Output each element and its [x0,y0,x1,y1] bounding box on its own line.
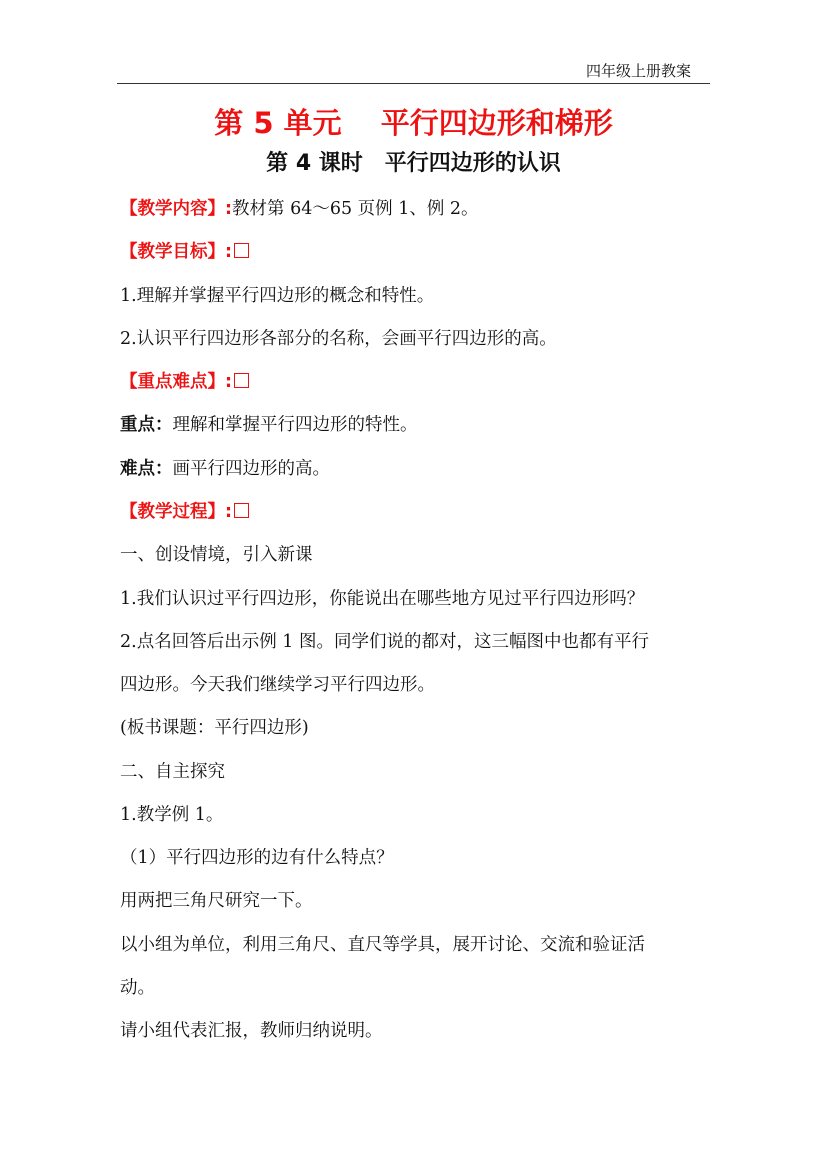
lesson-title: 第 4 课时 平行四边形的认识 [266,151,561,176]
goal-item: 2.认识平行四边形各部分的名称，会画平行四边形的高。 [120,329,557,349]
header-grade-label: 四年级上册教案 [586,62,692,80]
difficult-point-line [120,457,330,481]
process-line: (板书课题：平行四边形) [120,718,309,738]
teaching-goals-line [120,240,249,264]
unit-title: 第 5 单元 平行四边形和梯形 [214,106,613,140]
process-line: 一、创设情境，引入新课 [120,545,313,565]
teaching-process-heading: 【教学过程】: [120,502,232,522]
process-line: 四边形。今天我们继续学习平行四边形。 [120,675,435,695]
key-point-label: 重点： [120,415,173,435]
goal-item: 1.理解并掌握平行四边形的概念和特性。 [120,286,435,306]
header-divider [117,83,710,84]
key-points-line [120,370,249,394]
key-point-text: 理解和掌握平行四边形的特性。 [172,415,418,435]
teaching-content-text: 教材第 64～65 页例 1、例 2。 [232,199,479,219]
process-line: 请小组代表汇报，教师归纳说明。 [120,1021,383,1041]
key-point-line [120,413,418,437]
teaching-process-line [120,500,249,524]
checkbox-icon [234,503,249,518]
teaching-content-heading: 【教学内容】: [120,199,232,219]
process-line: 1.教学例 1。 [120,805,224,825]
process-line: （1）平行四边形的边有什么特点？ [120,848,394,868]
checkbox-icon [234,243,249,258]
difficult-point-text: 画平行四边形的高。 [172,459,330,479]
process-line: 动。 [120,978,155,998]
process-line: 二、自主探究 [120,762,225,782]
teaching-goals-heading: 【教学目标】: [120,242,232,262]
process-line: 以小组为单位，利用三角尺、直尺等学具，展开讨论、交流和验证活 [120,935,645,955]
key-points-heading: 【重点难点】: [120,372,232,392]
difficult-point-label: 难点： [120,459,173,479]
process-line: 用两把三角尺研究一下。 [120,891,313,911]
checkbox-icon [234,373,249,388]
teaching-content-line [120,197,479,221]
process-line: 1.我们认识过平行四边形，你能说出在哪些地方见过平行四边形吗？ [120,589,645,609]
process-line: 2.点名回答后出示例 1 图。同学们说的都对，这三幅图中也都有平行 [120,632,649,652]
